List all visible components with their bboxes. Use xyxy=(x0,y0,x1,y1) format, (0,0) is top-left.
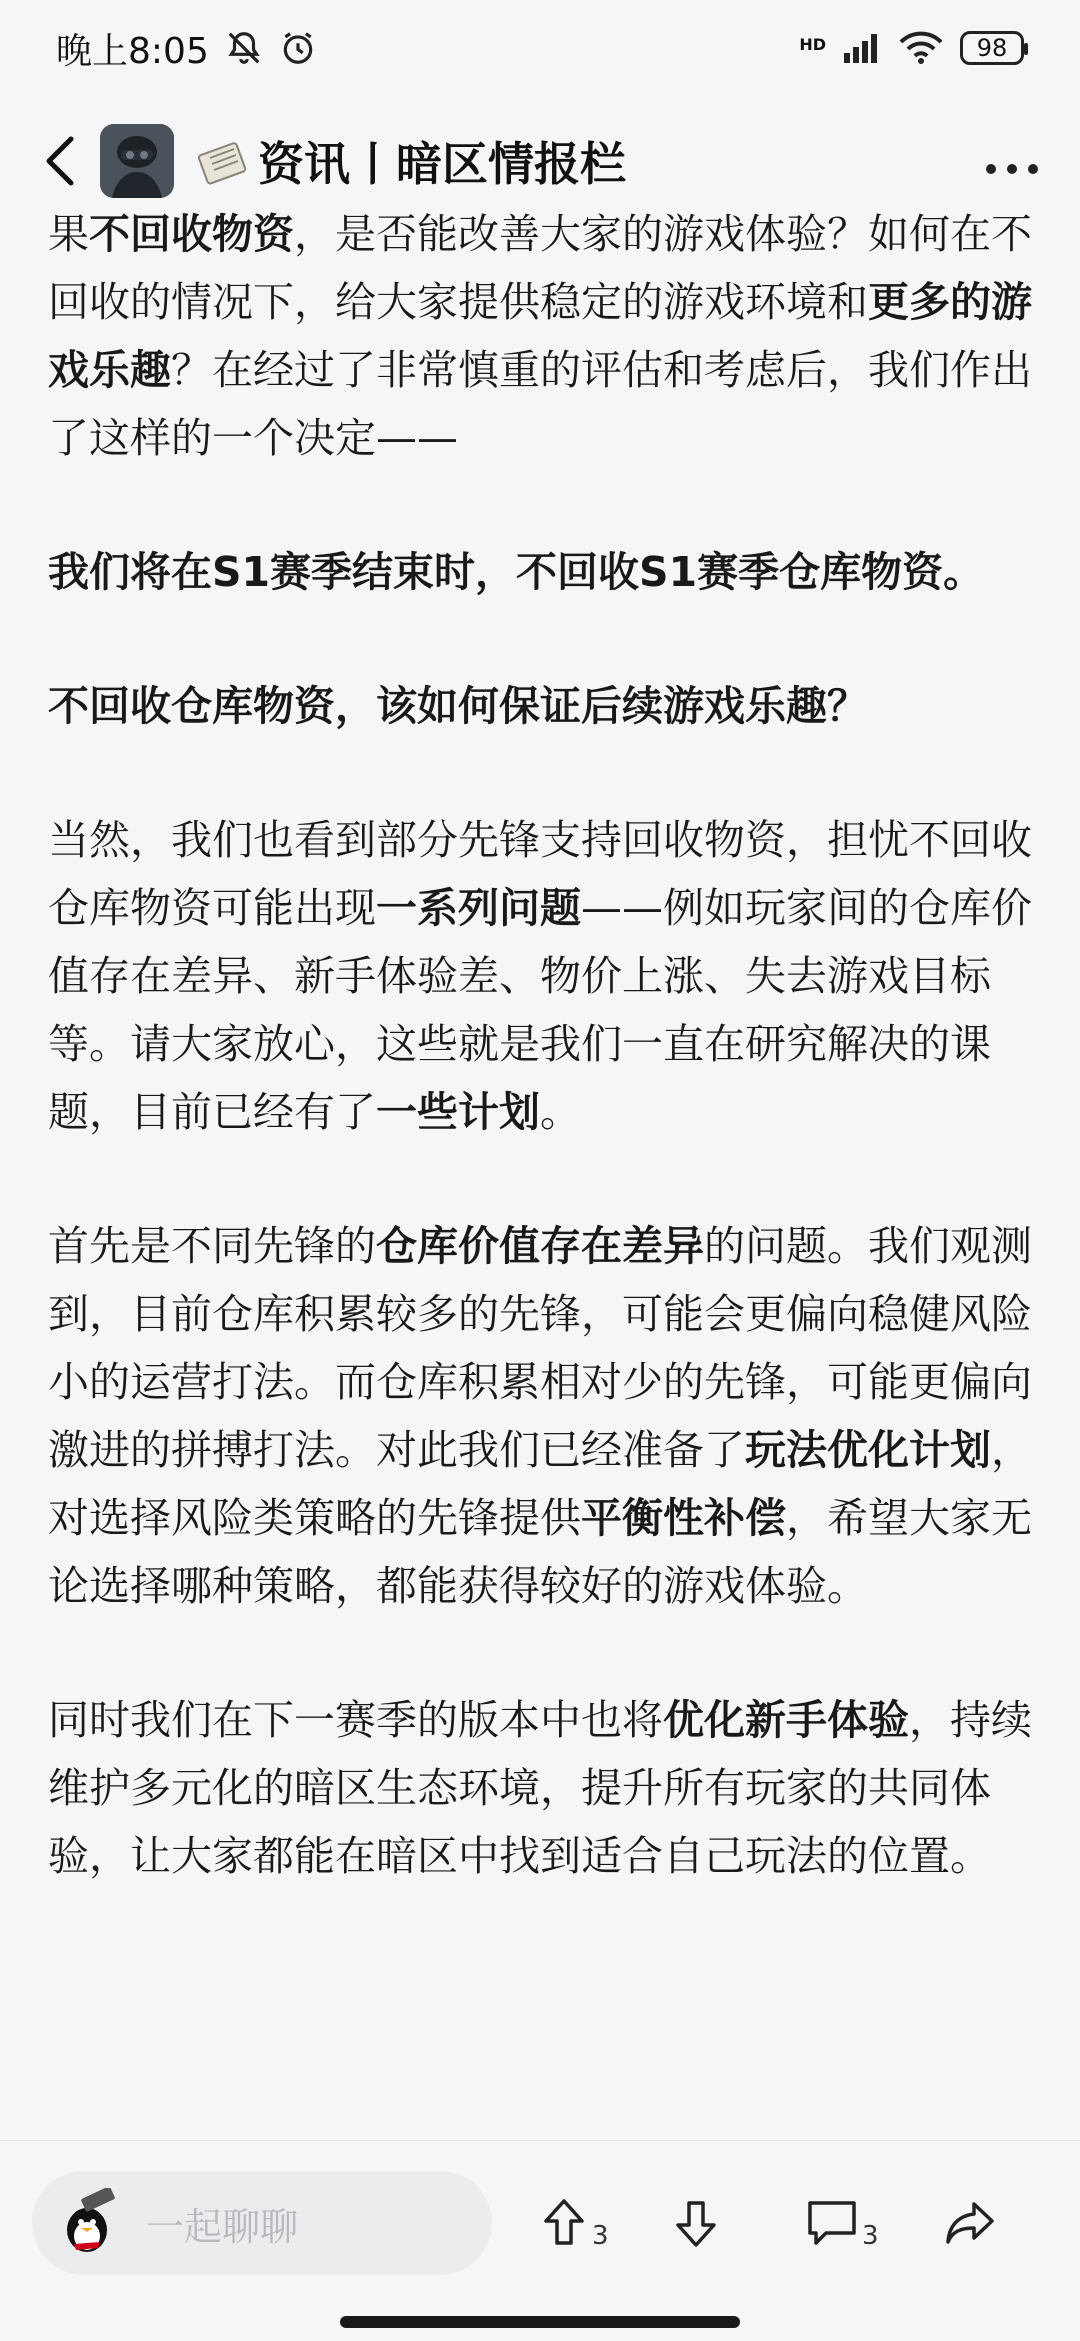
bold-text: 不回收仓库物资，该如何保证后续游戏乐趣？ xyxy=(48,682,868,730)
battery-indicator: 98 xyxy=(960,31,1024,65)
penguin-avatar-icon xyxy=(52,2188,122,2258)
text-span: ——例如玩家间的仓库价值存在差异、新手体验差、物价上涨、失去游戏目标等。请大家放心，这些就是我们一直在研究解决的课题，目前已经有了 xyxy=(48,884,1032,1136)
text-span: ，持续维护多元化的暗区生态环境，提升所有玩家的共同体验，让大家都能在暗区中找到适合自己玩法的位置。 xyxy=(48,1696,1032,1880)
comment-icon xyxy=(806,2199,858,2247)
chevron-left-icon xyxy=(43,135,77,187)
wifi-icon xyxy=(898,31,944,65)
mute-bell-icon xyxy=(225,29,263,67)
comment-placeholder: 一起聊聊 xyxy=(146,2204,299,2249)
page-title: 资讯丨暗区情报栏 xyxy=(258,137,626,191)
article-paragraph xyxy=(48,1212,1038,1620)
alarm-icon xyxy=(279,29,317,67)
text-span: 同时我们在下一赛季的版本中也将 xyxy=(48,1696,663,1744)
hd-badge: HD xyxy=(799,35,826,54)
text-span: 的问题。我们观测到，目前仓库积累较多的先锋，可能会更偏向稳健风险小的运营打法。而仓库积累相对少的先锋，可能更偏向激进的拼搏打法。对此我们已经准备了 xyxy=(48,1222,1032,1474)
text-span: ，对选择风险类策略的先锋提供 xyxy=(48,1426,1032,1542)
status-bar xyxy=(0,0,1080,96)
comment-button[interactable] xyxy=(806,2181,879,2265)
status-right xyxy=(799,31,1024,65)
more-icon xyxy=(984,162,1040,176)
downvote-button[interactable] xyxy=(672,2181,720,2265)
bold-text: 优化新手体验 xyxy=(663,1696,909,1744)
article-paragraph xyxy=(48,538,1038,606)
user-avatar xyxy=(50,2186,124,2260)
bold-text: 一系列问题 xyxy=(376,884,581,932)
text-span: ？在经过了非常慎重的评估和考虑后，我们作出了这样的一个决定—— xyxy=(48,346,1032,462)
bold-text: 更多的游戏乐趣 xyxy=(48,278,1032,394)
bold-text: 玩法优化计划 xyxy=(745,1426,991,1474)
signal-icon xyxy=(842,31,882,65)
article-paragraph xyxy=(48,1686,1038,1890)
channel-avatar[interactable] xyxy=(100,124,174,198)
status-left xyxy=(56,23,317,74)
bold-text: 仓库价值存在差异 xyxy=(376,1222,704,1270)
soldier-avatar-icon xyxy=(100,124,174,198)
bottom-action-bar xyxy=(0,2140,1080,2341)
text-span: 当然，我们也看到部分先锋支持回收物资，担忧不回收仓库物资可能出现 xyxy=(48,816,1032,932)
article-body xyxy=(48,200,1038,2130)
upvote-button[interactable] xyxy=(540,2181,609,2265)
share-icon xyxy=(944,2200,996,2246)
text-span: ，是否能改善大家的游戏体验？如何在不回收的情况下，给大家提供稳定的游戏环境和 xyxy=(48,210,1032,326)
text-span: 首先是不同先锋的 xyxy=(48,1222,376,1270)
article-paragraph xyxy=(48,200,1038,472)
article-paragraph xyxy=(48,806,1038,1146)
share-button[interactable] xyxy=(944,2181,996,2265)
more-button[interactable] xyxy=(984,136,1040,187)
back-button[interactable] xyxy=(40,131,80,191)
bold-text: 我们将在S1赛季结束时，不回收S1赛季仓库物资。 xyxy=(48,548,985,596)
bold-text: 不回收物资 xyxy=(89,210,294,258)
bold-text: 一些计划 xyxy=(376,1088,540,1136)
comment-input[interactable] xyxy=(32,2171,492,2275)
newspaper-icon xyxy=(196,134,250,188)
home-indicator[interactable] xyxy=(340,2316,740,2328)
text-span: 。 xyxy=(540,1088,581,1136)
text-span: ，希望大家无论选择哪种策略，都能获得较好的游戏体验。 xyxy=(48,1494,1032,1610)
comment-count: 3 xyxy=(862,2221,879,2251)
status-time: 晚上8:05 xyxy=(56,30,209,72)
arrow-down-icon xyxy=(672,2197,720,2249)
article-paragraph xyxy=(48,672,1038,740)
text-span: 果 xyxy=(48,210,89,258)
upvote-count: 3 xyxy=(592,2221,609,2251)
arrow-up-icon xyxy=(540,2197,588,2249)
bold-text: 平衡性补偿 xyxy=(581,1494,786,1542)
